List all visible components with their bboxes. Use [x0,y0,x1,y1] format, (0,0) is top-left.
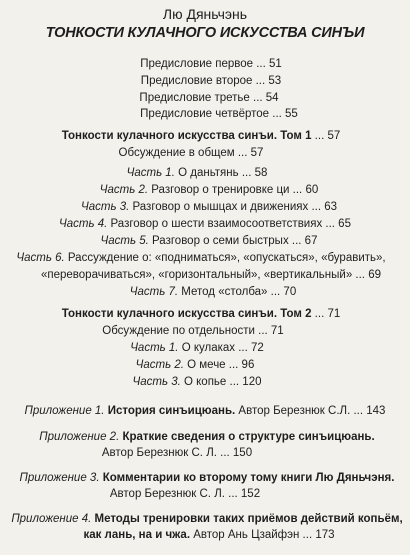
toc-volume-1-heading [0,129,406,143]
toc-entry-v2-part-3 [0,375,402,389]
appendix-label: Приложение 2. [39,431,120,443]
volume-2-page: ... 71 [311,308,341,320]
volume-1-title: Тонкости кулачного искусства синъи. Том 1 [61,130,312,142]
volume-1-page: ... 57 [311,130,341,142]
toc-entry-appendix-1 [0,404,410,418]
toc-entry-v1-part-2 [4,183,410,197]
part-text: Разговор о семи быстрых ... 67 [148,235,318,247]
part-label: Часть 1. [126,167,175,179]
toc-entry-appendix-4-continued [4,528,410,542]
toc-entry-appendix-3 [2,471,410,485]
part-text: Разговор о тренировке ци ... 60 [148,184,319,196]
appendix-label: Приложение 4. [11,513,92,525]
toc-entry-v1-part-5 [4,234,410,248]
appendix-title: Краткие сведения о структуре синъицюань. [119,431,375,443]
part-label: Часть 4. [59,218,108,230]
toc-entry-v1-part-6-continued [6,268,410,282]
appendix-title: Комментарии ко второму тому книги Лю Дяньчэня. [99,472,395,484]
toc-entry-volume-1-discussion: Обсуждение в общем ... 57 [118,147,264,159]
toc-entry-appendix-4 [2,512,410,526]
appendix-title: Методы тренировки таких приёмов действий копьём, [91,513,403,525]
volume-2-title: Тонкости кулачного искусства синъи. Том 2 [61,308,312,320]
part-text: «переворачиваться», «горизонтальный», «вертикальный» ... 69 [41,269,381,281]
appendix-label: Приложение 3. [19,472,100,484]
part-label: Часть 3. [80,201,130,213]
part-text: О кулаках ... 72 [178,342,264,354]
toc-entry-preface-3: Предисловие третье ... 54 [139,92,279,104]
toc-entry-volume-2-discussion: Обсуждение по отдельности ... 71 [102,325,284,337]
appendix-author: Автор Березнюк С.Л. ... 143 [235,405,386,417]
part-label: Часть 2. [99,184,149,196]
book-title: ТОНКОСТИ КУЛАЧНОГО ИСКУССТВА СИНЪИ [45,25,365,41]
toc-entry-v1-part-1 [0,166,402,180]
part-label: Часть 3. [132,376,181,388]
part-text: О копье ... 120 [180,376,262,388]
toc-entry-v1-part-3 [4,200,410,214]
part-text: Рассуждение о: «подниматься», «опускаться», «буравить», [64,252,386,264]
part-text: О даньтянь ... 58 [174,167,268,179]
toc-entry-appendix-3-author: Автор Березнюк С. Л. ... 152 [109,488,261,500]
appendix-title: История синъицюань. [104,405,236,417]
part-label: Часть 2. [135,359,184,371]
toc-entry-appendix-2 [2,430,410,444]
toc-volume-2-heading [0,307,406,321]
appendix-title-continued: как лань, на и чжа. [83,529,191,541]
toc-entry-v1-part-4 [0,217,410,231]
part-label: Часть 5. [100,235,149,247]
toc-entry-v2-part-2 [0,358,400,372]
part-label: Часть 7. [129,286,179,298]
appendix-author: Автор Ань Цзайфэн ... 173 [190,529,335,541]
toc-entry-v2-part-1 [0,341,402,355]
toc-entry-v1-part-7 [8,285,410,299]
part-text: Метод «столба» ... 70 [178,286,297,298]
toc-entry-preface-2: Предисловие второе ... 53 [140,75,282,87]
part-text: Разговор о мышцах и движениях ... 63 [129,201,338,213]
part-label: Часть 1. [130,342,179,354]
part-text: Разговор о шести взаимосоответствиях ... 65 [107,218,351,230]
toc-entry-appendix-2-author: Автор Березнюк С. Л. ... 150 [101,447,253,459]
toc-entry-preface-1: Предисловие первое ... 51 [140,58,282,70]
part-label: Часть 6. [16,252,65,264]
appendix-label: Приложение 1. [24,405,105,417]
toc-entry-v1-part-6 [0,251,406,265]
toc-entry-preface-4: Предисловие четвёртое ... 55 [140,108,298,120]
part-text: О мече ... 96 [183,359,255,371]
book-author: Лю Дяньчэнь [162,6,248,22]
